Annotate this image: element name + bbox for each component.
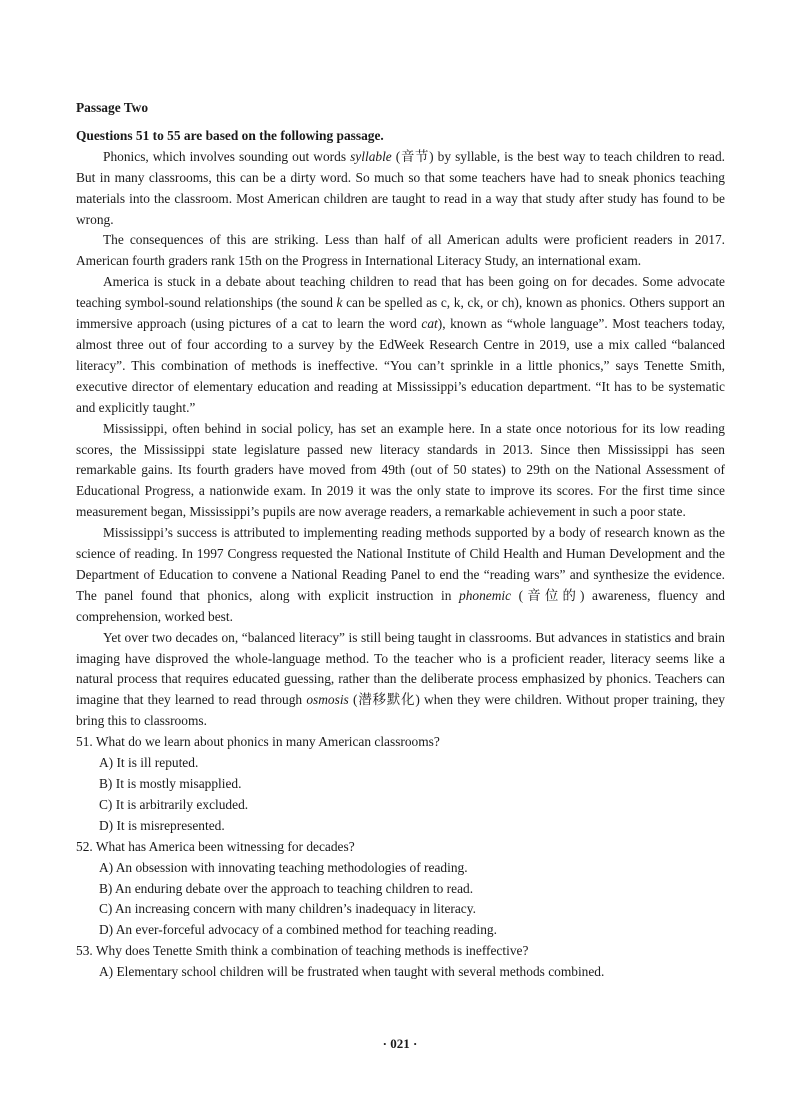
answer-option: A) It is ill reputed. bbox=[99, 755, 199, 771]
question-number: 52. bbox=[76, 838, 93, 854]
answer-option: B) An enduring debate over the approach to teaching children to read. bbox=[99, 880, 474, 896]
page-number: · 021 · bbox=[382, 1036, 418, 1051]
passage-paragraph bbox=[76, 230, 725, 272]
answer-option: C) It is arbitrarily excluded. bbox=[99, 796, 249, 812]
passage-title: Passage Two bbox=[76, 100, 149, 115]
italic-term: syllable bbox=[350, 148, 392, 164]
passage-body bbox=[76, 147, 725, 732]
question-stem bbox=[76, 732, 725, 753]
passage-paragraph bbox=[76, 419, 725, 524]
italic-term: k bbox=[336, 295, 343, 311]
answer-option: B) It is mostly misapplied. bbox=[99, 776, 242, 791]
text-run: (音位的) awareness, fluency and comprehension, worked best. bbox=[76, 587, 725, 624]
text-run: The consequences of this are striking. Less than half of all American adults were proficient readers in 2017. American fourth graders rank 15th on the Progress in International Literacy Study, an international exam. bbox=[76, 232, 725, 269]
text-run: (潜移默化) when they were children. Without proper training, they bring this to classrooms. bbox=[76, 692, 726, 729]
question-list bbox=[76, 732, 725, 983]
question-text: What has America been witnessing for decades? bbox=[95, 838, 355, 854]
answer-option: D) It is misrepresented. bbox=[99, 817, 225, 833]
question-block bbox=[76, 732, 725, 837]
italic-term: osmosis bbox=[306, 692, 349, 708]
passage-instructions: Questions 51 to 55 are based on the following passage. bbox=[76, 127, 384, 143]
question-stem bbox=[76, 941, 725, 962]
answer-option: A) An obsession with innovating teaching methodologies of reading. bbox=[99, 859, 468, 875]
text-run: Mississippi, often behind in social policy, has set an example here. In a state once notorious for its low reading scores, the Mississippi state legislature passed new literacy standards in 2013. Since then Mississippi has seen remarkable gains. Its fourth graders have moved from 49th (out of 50 states) to 29th on the National Assessment of Educational Progress, a nationwide exam. In 2019 it was the only state to improve its scores. For the first time since measurement began, Mississippi’s pupils are now average readers, a remarkable achievement in such a poor state. bbox=[76, 420, 725, 520]
question-block bbox=[76, 837, 725, 942]
answer-option: C) An increasing concern with many children’s inadequacy in literacy. bbox=[99, 901, 476, 917]
question-number: 53. bbox=[76, 943, 93, 959]
answer-option: A) Elementary school children will be frustrated when taught with several methods combined. bbox=[99, 964, 605, 980]
text-run: can be spelled as c, k, ck, or ch), known as phonics. Others support an immersive approach (using pictures of a cat to learn the word bbox=[76, 295, 725, 332]
question-text: Why does Tenette Smith think a combination of teaching methods is ineffective? bbox=[95, 943, 529, 959]
question-block bbox=[76, 941, 725, 983]
italic-term: phonemic bbox=[459, 587, 512, 603]
text-run: Yet over two decades on, “balanced literacy” is still being taught in classrooms. But advances in statistics and brain imaging have disproved the whole-language method. To the teacher who is a proficient reader, literacy seems like a natural process that requires educated guessing, rather than the deliberate process emphasized by phonics. Teachers can imagine that they learned to read through bbox=[76, 629, 725, 708]
italic-term: cat bbox=[421, 316, 438, 332]
question-stem bbox=[76, 837, 725, 858]
passage-paragraph bbox=[76, 628, 725, 733]
exam-page bbox=[76, 98, 725, 983]
text-run: Phonics, which involves sounding out words bbox=[103, 148, 351, 164]
text-run: America is stuck in a debate about teaching children to read that has been going on for decades. Some advocate teaching symbol-sound relationships (the sound bbox=[76, 274, 725, 311]
text-run: ), known as “whole language”. Most teachers today, almost three out of four according to a survey by the EdWeek Research Centre in 2019, use a mix called “balanced literacy”. This combination of methods is ineffective. “You can’t sprinkle in a little phonics,” says Tenette Smith, executive director of elementary education and reading at Mississippi’s education department. “It has to be systematic and explicitly taught.” bbox=[76, 316, 725, 415]
passage-paragraph bbox=[76, 272, 725, 418]
text-run: Mississippi’s success is attributed to implementing reading methods supported by a body of research known as the science of reading. In 1997 Congress requested the National Institute of Child Health and Human Development and the Department of Education to convene a National Reading Panel to end the “reading wars” and synthesize the evidence. The panel found that phonics, along with explicit instruction in bbox=[76, 525, 725, 603]
text-run: (音节) by syllable, is the best way to teach children to read. But in many classrooms, this can be a dirty word. So much so that some teachers have had to sneak phonics teaching materials into the classroom. Most American children are taught to read in a way that study after study has found to be wrong. bbox=[76, 148, 725, 227]
question-number: 51. bbox=[76, 734, 93, 750]
passage-paragraph bbox=[76, 147, 725, 231]
question-text: What do we learn about phonics in many American classrooms? bbox=[95, 734, 440, 750]
answer-option: D) An ever-forceful advocacy of a combined method for teaching reading. bbox=[99, 922, 497, 938]
passage-paragraph bbox=[76, 523, 725, 628]
